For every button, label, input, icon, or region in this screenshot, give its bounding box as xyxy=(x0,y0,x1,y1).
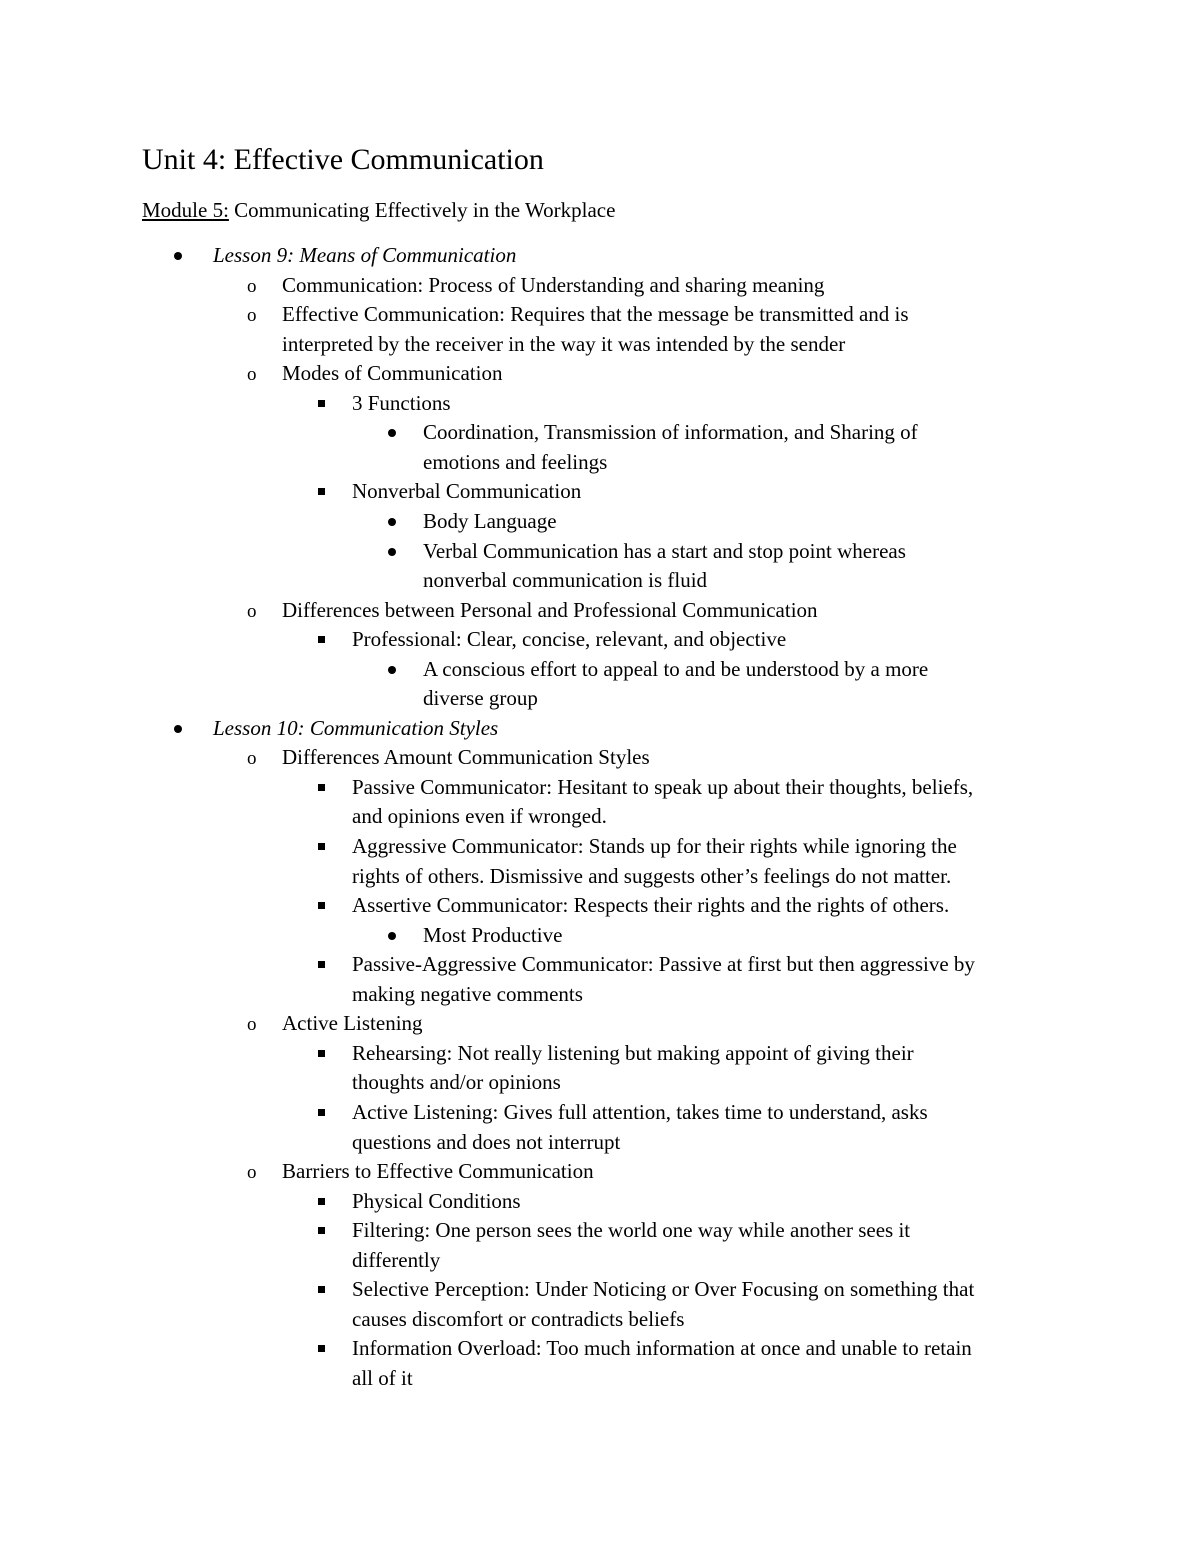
bullet-dot-icon xyxy=(174,241,182,260)
bullet-square-icon xyxy=(318,950,325,968)
outline-item: Active Listening: Gives full attention, takes time to understand, asks xyxy=(352,1099,928,1124)
bullet-square-icon xyxy=(318,625,325,643)
bullet-circle-icon xyxy=(247,271,257,301)
outline-item: Nonverbal Communication xyxy=(352,479,582,504)
outline-item: Selective Perception: Under Noticing or Over Focusing on something that xyxy=(352,1277,975,1302)
bullet-square-icon xyxy=(318,773,325,791)
bullet-square-icon xyxy=(318,1216,325,1234)
outline-item: Information Overload: Too much information at once and unable to retain xyxy=(352,1336,972,1361)
outline-subitem: Differences between Personal and Professional Communication xyxy=(282,597,818,622)
outline-item: Professional: Clear, concise, relevant, and objective xyxy=(352,627,787,652)
bullet-square-icon xyxy=(318,1334,325,1352)
bullet-circle-icon xyxy=(247,1009,257,1039)
bullet-circle-glyph: o xyxy=(247,364,257,386)
bullet-dot-icon xyxy=(388,418,396,437)
outline-item: Filtering: One person sees the world one way while another sees it xyxy=(352,1218,911,1243)
outline-subitem: Active Listening xyxy=(282,1011,423,1036)
bullet-dot-icon xyxy=(388,537,396,556)
bullet-square-icon xyxy=(318,477,325,495)
outline-item-continuation: causes discomfort or contradicts beliefs xyxy=(352,1306,685,1331)
bullet-circle-icon xyxy=(247,300,257,330)
bullet-circle-icon xyxy=(247,596,257,626)
bullet-circle-glyph: o xyxy=(247,1014,257,1036)
outline-point-continuation: emotions and feelings xyxy=(423,449,608,474)
lesson-heading: Lesson 10: Communication Styles xyxy=(213,715,499,740)
outline-subitem: Modes of Communication xyxy=(282,361,503,386)
lesson-heading: Lesson 9: Means of Communication xyxy=(213,243,517,267)
outline-item: Aggressive Communicator: Stands up for their rights while ignoring the xyxy=(352,834,957,858)
bullet-square-icon xyxy=(318,389,325,407)
outline-item-continuation: all of it xyxy=(352,1365,413,1390)
outline-item-continuation: rights of others. Dismissive and suggests other’s feelings do not matter. xyxy=(352,863,952,888)
bullet-dot-icon xyxy=(388,921,396,940)
outline-item: Assertive Communicator: Respects their rights and the rights of others. xyxy=(352,893,950,918)
module-label: Module 5: xyxy=(142,198,229,222)
outline-item-continuation: questions and does not interrupt xyxy=(352,1129,621,1154)
bullet-square-icon xyxy=(318,1039,325,1057)
outline-point: Verbal Communication has a start and stop point whereas xyxy=(423,538,906,563)
outline-item-continuation: differently xyxy=(352,1247,441,1272)
bullet-circle-icon xyxy=(247,743,257,773)
outline-item: Passive-Aggressive Communicator: Passive at first but then aggressive by xyxy=(352,952,975,977)
bullet-dot-icon xyxy=(388,655,396,674)
bullet-dot-icon xyxy=(174,714,182,733)
outline-point-continuation: nonverbal communication is fluid xyxy=(423,568,708,593)
outline-subitem: Barriers to Effective Communication xyxy=(282,1159,594,1184)
module-text: Communicating Effectively in the Workplace xyxy=(228,198,616,222)
outline-item-continuation: making negative comments xyxy=(352,981,583,1006)
bullet-square-icon xyxy=(318,891,325,909)
outline-point: Coordination, Transmission of information, and Sharing of xyxy=(423,420,918,445)
outline-item: 3 Functions xyxy=(352,390,451,415)
outline-subitem: Differences Amount Communication Styles xyxy=(282,745,650,770)
bullet-circle-icon xyxy=(247,1157,257,1187)
bullet-square-icon xyxy=(318,1275,325,1293)
outline-subitem: Effective Communication: Requires that the message be transmitted and is xyxy=(282,302,909,327)
document-title: Unit 4: Effective Communication xyxy=(142,143,544,176)
bullet-circle-glyph: o xyxy=(247,1162,257,1184)
bullet-square-icon xyxy=(318,1098,325,1116)
bullet-square-icon xyxy=(318,832,325,850)
outline-subitem: Communication: Process of Understanding and sharing meaning xyxy=(282,272,825,297)
outline-item: Physical Conditions xyxy=(352,1188,521,1213)
outline-item-continuation: and opinions even if wronged. xyxy=(352,804,607,829)
bullet-circle-glyph: o xyxy=(247,600,257,622)
module-heading xyxy=(142,196,615,225)
bullet-dot-icon xyxy=(388,507,396,526)
outline-point: A conscious effort to appeal to and be understood by a more xyxy=(423,656,929,681)
bullet-square-icon xyxy=(318,1187,325,1205)
outline-item-continuation: thoughts and/or opinions xyxy=(352,1070,561,1095)
bullet-circle-glyph: o xyxy=(247,275,257,297)
outline-point-continuation: diverse group xyxy=(423,686,538,711)
outline-point: Most Productive xyxy=(423,922,563,947)
bullet-circle-glyph: o xyxy=(247,748,257,770)
outline-point: Body Language xyxy=(423,508,557,533)
outline-subitem-continuation: interpreted by the receiver in the way it was intended by the sender xyxy=(282,331,846,356)
outline-item: Passive Communicator: Hesitant to speak up about their thoughts, beliefs, xyxy=(352,774,974,799)
outline-item: Rehearsing: Not really listening but making appoint of giving their xyxy=(352,1040,914,1065)
bullet-circle-glyph: o xyxy=(247,305,257,327)
bullet-circle-icon xyxy=(247,359,257,389)
